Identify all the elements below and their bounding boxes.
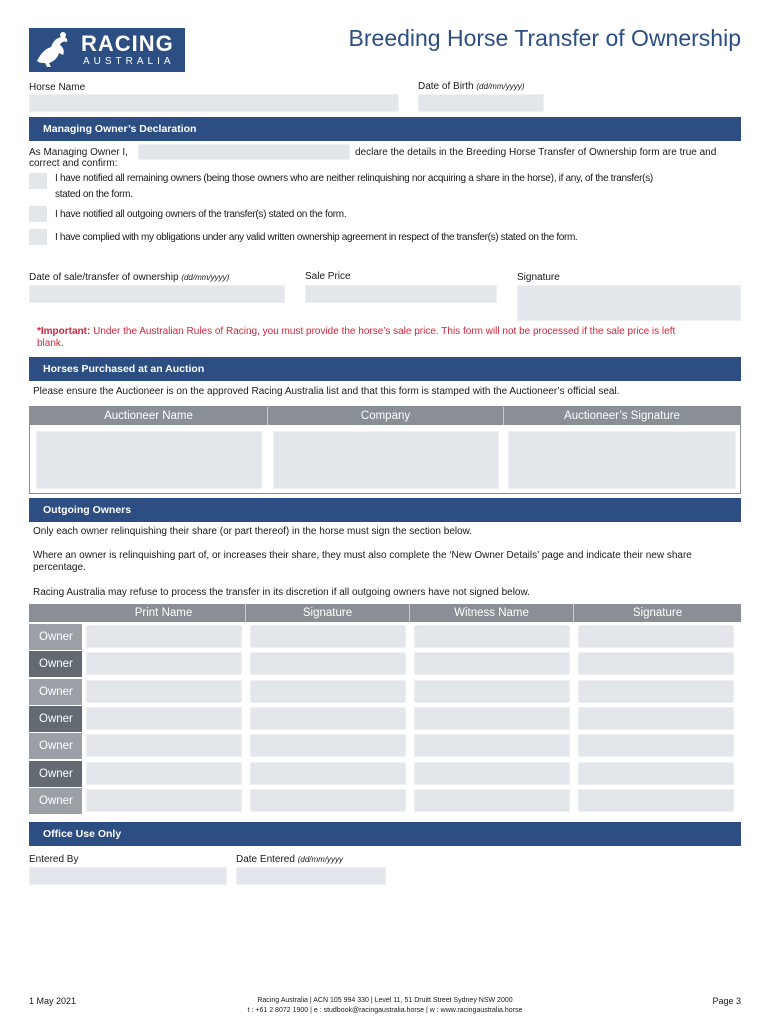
auction-header: Horses Purchased at an Auction xyxy=(29,357,741,381)
owner-signature-field[interactable] xyxy=(250,680,406,703)
owner-witness-signature-field[interactable] xyxy=(578,680,734,703)
owner-print-name-field[interactable] xyxy=(86,734,242,757)
owner-print-name-field[interactable] xyxy=(86,707,242,730)
declaration-checkbox-3[interactable] xyxy=(29,229,47,245)
declaration-checkbox-2[interactable] xyxy=(29,206,47,222)
owner-witness-signature-field[interactable] xyxy=(578,652,734,675)
outgoing-p1: Only each owner relinquishing their share (or part thereof) in the horse must sign the section below. xyxy=(33,526,473,537)
owner-signature-field[interactable] xyxy=(250,707,406,730)
owner-row-label: Owner xyxy=(29,624,82,650)
declaration-item-3: I have complied with my obligations under any valid written ownership agreement in respect of the transfer(s) stated on the form. xyxy=(55,232,578,243)
date-entered-field[interactable] xyxy=(236,867,386,885)
footer-address: Racing Australia | ACN 105 994 330 | Level 11, 51 Druitt Street Sydney NSW 2000 xyxy=(257,997,513,1004)
owners-table-header-corner xyxy=(29,604,82,622)
owner-row-label: Owner xyxy=(29,733,82,759)
owner-witness-signature-field[interactable] xyxy=(578,707,734,730)
date-entered-label xyxy=(236,854,343,865)
page-title: Breeding Horse Transfer of Ownership xyxy=(348,25,741,51)
declaration-item-1-line-1: I have notified all remaining owners (being those owners who are neither relinquishing nor acquiring a share in the horse), if any, of the transfer(s) xyxy=(55,173,653,184)
owner-print-name-field[interactable] xyxy=(86,652,242,675)
horse-jockey-icon xyxy=(33,31,73,69)
owners-col-witness-name: Witness Name xyxy=(410,604,574,622)
owner-witness-name-field[interactable] xyxy=(414,789,570,812)
auction-col-signature: Auctioneer’s Signature xyxy=(504,407,740,425)
outgoing-p2-line-2: percentage. xyxy=(33,562,86,573)
owner-signature-field[interactable] xyxy=(250,734,406,757)
owner-witness-name-field[interactable] xyxy=(414,680,570,703)
owner-witness-name-field[interactable] xyxy=(414,734,570,757)
owner-signature-field[interactable] xyxy=(250,625,406,648)
owner-witness-name-field[interactable] xyxy=(414,625,570,648)
owner-print-name-field[interactable] xyxy=(86,680,242,703)
managing-intro-1: As Managing Owner I, xyxy=(29,147,128,158)
managing-intro-3: correct and confirm: xyxy=(29,158,118,169)
sale-price-field[interactable] xyxy=(305,285,497,303)
sale-signature-field[interactable] xyxy=(517,285,741,321)
auction-note: Please ensure the Auctioneer is on the approved Racing Australia list and that this form is stamped with the Auctioneer’s official seal. xyxy=(33,386,620,397)
horse-name-label: Horse Name xyxy=(29,82,86,93)
footer-contact: t : +61 2 8072 1900 | e : studbook@racingaustralia.horse | w : www.racingaustralia.horse xyxy=(247,1007,523,1014)
auction-table xyxy=(29,406,741,494)
logo-brand: RACING xyxy=(81,31,174,56)
owner-row-label: Owner xyxy=(29,651,82,677)
owner-row-label: Owner xyxy=(29,706,82,732)
sale-date-label xyxy=(29,272,229,283)
auction-company-field[interactable] xyxy=(273,431,499,489)
auction-col-company: Company xyxy=(268,407,504,425)
owner-print-name-field[interactable] xyxy=(86,789,242,812)
outgoing-p2-line-1: Where an owner is relinquishing part of, or increases their share, they must also complete the ‘New Owner Details’ page and indicate their new share xyxy=(33,550,692,561)
sale-date-field[interactable] xyxy=(29,285,285,303)
sale-signature-label: Signature xyxy=(517,272,560,283)
dob-format: (dd/mm/yyyy) xyxy=(476,82,525,91)
sale-date-label-text: Date of sale/transfer of ownership xyxy=(29,272,179,283)
important-line-1: Under the Australian Rules of Racing, you must provide the horse’s sale price. This form will not be processed if the sale price is left xyxy=(90,326,676,337)
entered-by-label: Entered By xyxy=(29,854,79,865)
managing-owner-header: Managing Owner’s Declaration xyxy=(29,117,741,141)
footer-page-number: Page 3 xyxy=(712,996,741,1006)
dob-label-text: Date of Birth xyxy=(418,81,474,92)
owner-witness-signature-field[interactable] xyxy=(578,762,734,785)
managing-owner-name-field[interactable] xyxy=(138,144,350,160)
horse-name-field[interactable] xyxy=(29,94,399,112)
owner-witness-signature-field[interactable] xyxy=(578,625,734,648)
owner-print-name-field[interactable] xyxy=(86,762,242,785)
entered-by-field[interactable] xyxy=(29,867,227,885)
important-line-2: blank. xyxy=(37,338,64,349)
owner-print-name-field[interactable] xyxy=(86,625,242,648)
owners-col-print-name: Print Name xyxy=(82,604,246,622)
outgoing-owners-header: Outgoing Owners xyxy=(29,498,741,522)
owner-row-label: Owner xyxy=(29,788,82,814)
declaration-checkbox-1[interactable] xyxy=(29,173,47,189)
owner-signature-field[interactable] xyxy=(250,789,406,812)
owner-witness-signature-field[interactable] xyxy=(578,789,734,812)
auctioneer-name-field[interactable] xyxy=(36,431,262,489)
declaration-item-2: I have notified all outgoing owners of the transfer(s) stated on the form. xyxy=(55,209,347,220)
auctioneer-signature-field[interactable] xyxy=(508,431,736,489)
owner-witness-name-field[interactable] xyxy=(414,762,570,785)
auction-col-auctioneer-name: Auctioneer Name xyxy=(30,407,268,425)
racing-australia-logo xyxy=(29,28,185,72)
outgoing-p3: Racing Australia may refuse to process the transfer in its discretion if all outgoing owners have not signed below. xyxy=(33,587,530,598)
date-entered-label-text: Date Entered xyxy=(236,854,295,865)
office-use-header: Office Use Only xyxy=(29,822,741,846)
important-prefix: *Important: xyxy=(37,326,91,337)
dob-label xyxy=(418,81,524,92)
owner-row-label: Owner xyxy=(29,679,82,705)
managing-intro-2: declare the details in the Breeding Horse Transfer of Ownership form are true and xyxy=(355,147,717,158)
owner-signature-field[interactable] xyxy=(250,762,406,785)
owner-witness-signature-field[interactable] xyxy=(578,734,734,757)
owners-col-signature: Signature xyxy=(246,604,410,622)
declaration-item-1-line-2: stated on the form. xyxy=(55,189,133,200)
dob-field[interactable] xyxy=(418,94,544,112)
footer-date: 1 May 2021 xyxy=(29,996,77,1006)
sale-price-label: Sale Price xyxy=(305,271,351,282)
logo-sub: AUSTRALIA xyxy=(83,56,175,67)
date-entered-format: (dd/mm/yyyy xyxy=(297,855,344,864)
important-note xyxy=(37,326,737,338)
owner-witness-name-field[interactable] xyxy=(414,652,570,675)
owner-row-label: Owner xyxy=(29,761,82,787)
sale-date-format: (dd/mm/yyyy) xyxy=(181,273,230,282)
owner-witness-name-field[interactable] xyxy=(414,707,570,730)
owner-signature-field[interactable] xyxy=(250,652,406,675)
owners-col-witness-signature: Signature xyxy=(574,604,741,622)
